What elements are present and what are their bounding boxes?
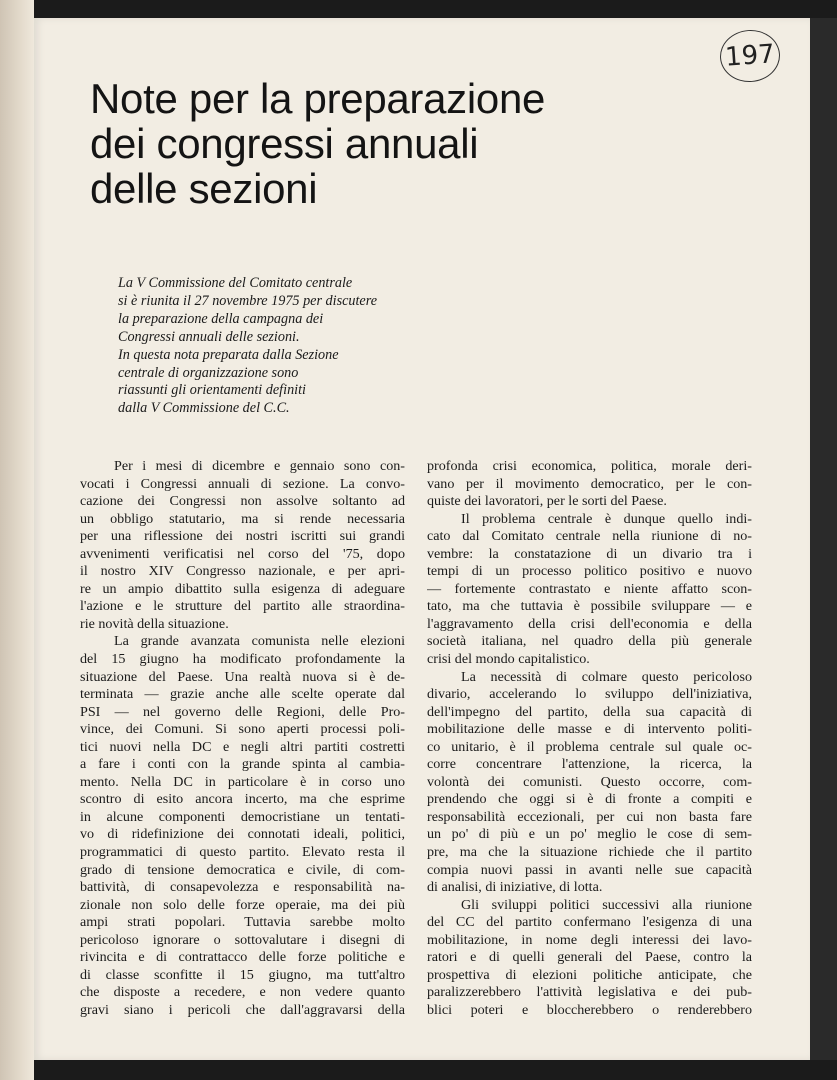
intro-line: si è riunita il 27 novembre 1975 per discutere — [118, 292, 378, 309]
text-line: terminata — grazie anche alle scelte operate dal — [80, 686, 405, 703]
text-line: rivincita e di contrattacco delle forze politiche e — [80, 949, 405, 966]
text-line: rie novità della situazione. — [80, 615, 229, 632]
text-line: prendendo che oggi si è di fronte a compiti e — [427, 791, 752, 808]
title-line: dei congressi annuali — [90, 120, 479, 167]
intro-line: centrale di organizzazione sono — [118, 364, 299, 381]
text-line: ampi strati popolari. Tuttavia sarebbe molto — [80, 914, 405, 931]
text-line: La grande avanzata comunista nelle elezioni — [114, 633, 405, 650]
page-number: 197 — [718, 28, 781, 84]
text-line: La necessità di colmare questo pericoloso — [461, 668, 752, 685]
text-line: crisi del mondo capitalistico. — [427, 651, 590, 668]
intro-line: Congressi annuali delle sezioni. — [118, 328, 300, 345]
text-line: profonda crisi economica, politica, morale deri- — [427, 458, 752, 474]
text-line: in alcune componenti democristiane un tentati- — [80, 808, 405, 825]
text-line: re un ampio dibattito sulla esigenza di adeguare — [80, 580, 405, 597]
text-line: co unitario, è il problema centrale sul quale oc- — [427, 738, 752, 755]
text-line: società italiana, nel quadro della più generale — [427, 633, 752, 650]
text-line: del CC del partito confermano l'esigenza di una — [427, 914, 752, 931]
text-line: pericoloso ignorare o sottovalutare i disegni di — [80, 931, 405, 948]
text-line: di classe sconfitte il 15 giugno, ma tutt'altro — [80, 966, 405, 983]
body-column-left — [80, 458, 405, 1020]
text-line: Gli sviluppi politici successivi alla riunione — [461, 896, 752, 913]
text-line: Il problema centrale è dunque quello indi- — [461, 510, 752, 527]
text-line: tato, ma che tuttavia è possibile sviluppare — e — [427, 598, 752, 615]
intro-line: riassunti gli orientamenti definiti — [118, 382, 306, 399]
text-line: vo di ridefinizione dei connotati ideali, politici, — [80, 826, 405, 843]
text-line: scontro di esito ancora incerto, ma che esprime — [80, 791, 405, 808]
intro-paragraph — [118, 275, 438, 418]
title-line: Note per la preparazione — [90, 75, 546, 122]
text-line: responsabilità eccezionali, per cui non basta fare — [427, 808, 752, 825]
text-line: vano per il movimento democratico, per le con- — [427, 475, 752, 492]
text-line: cato dal Comitato centrale nella riunione di no- — [427, 528, 752, 545]
article-title — [90, 76, 650, 211]
text-line: — fortemente contrastato e niente affatto scon- — [427, 580, 752, 597]
text-line: PSI — nel governo delle Regioni, delle Pro- — [80, 703, 405, 720]
text-line: vembre: la constatazione di un divario tra i — [427, 545, 752, 562]
page-spine-edge — [0, 0, 34, 1080]
intro-line: La V Commissione del Comitato centrale — [118, 275, 353, 291]
text-line: prospettiva di elezioni politiche anticipate, che — [427, 966, 752, 983]
text-line: situazione del Paese. Una realtà nuova si è de- — [80, 668, 405, 685]
scanner-border — [810, 18, 837, 1060]
text-line: zionale non solo delle forze operaie, ma dei più — [80, 896, 405, 913]
text-line: vocati i Congressi annuali di sezione. La convo- — [80, 475, 405, 492]
text-line: dell'impegno del partito, della sua capacità di — [427, 703, 752, 720]
text-line: grado di tensione democratica e civile, di com- — [80, 861, 405, 878]
text-line: del 15 giugno ha modificato profondamente la — [80, 651, 405, 668]
text-line: il nostro XIV Congresso nazionale, e per apri- — [80, 563, 405, 580]
text-line: tici nuovi nella DC e negli altri partiti costretti — [80, 738, 405, 755]
body-column-right — [427, 458, 752, 1020]
text-line: che disposte a recedere, e non vedere quanto — [80, 984, 405, 1001]
text-line: mento. Nella DC in particolare è in corso uno — [80, 773, 405, 790]
text-line: vince, dei Comuni. Si sono aperti processi poli- — [80, 721, 405, 738]
text-line: tempi di un processo politico positivo e nuovo — [427, 563, 752, 580]
text-line: di analisi, di iniziative, di lotta. — [427, 879, 603, 896]
text-line: Per i mesi di dicembre e gennaio sono con- — [114, 458, 405, 474]
text-line: programmatici di questo partito. Elevato resta il — [80, 844, 405, 861]
text-line: un obbligo statutario, ma si rende necessaria — [80, 510, 405, 527]
text-line: compia nuovi passi in avanti nelle sue capacità — [427, 861, 752, 878]
text-line: mobilitazione delle masse e di intervento politi- — [427, 721, 752, 738]
text-line: l'azione e le strutture del partito alle straordina- — [80, 598, 405, 615]
intro-line: dalla V Commissione del C.C. — [118, 400, 290, 417]
text-line: blici poteri e bloccherebbero o renderebbero — [427, 1001, 752, 1018]
text-line: corre concentrare l'attenzione, la ricerca, la — [427, 756, 752, 773]
text-line: a fare i conti con la grande spinta al cambia- — [80, 756, 405, 773]
text-line: l'aggravamento della crisi dell'economia e della — [427, 615, 752, 632]
title-line: delle sezioni — [90, 165, 318, 212]
text-line: quiste dei lavoratori, per le sorti del Paese. — [427, 493, 667, 510]
text-line: un po' di più e un po' meglio le cose di sem- — [427, 826, 752, 843]
text-line: volontà dei comunisti. Questo occorre, com- — [427, 773, 752, 790]
text-line: battività, di consapevolezza e responsabilità na- — [80, 879, 405, 896]
text-line: avvenimenti verificatisi nel corso del '75, dopo — [80, 545, 405, 562]
text-line: cazione dei Congressi non assolve soltanto ad — [80, 493, 405, 510]
text-line: paralizzerebbero l'attività legislativa e dei pub- — [427, 984, 752, 1001]
text-line: mobilitazione, in nome degli interessi dei lavo- — [427, 931, 752, 948]
intro-line: la preparazione della campagna dei — [118, 310, 324, 327]
text-line: pre, ma che la situazione richiede che il partito — [427, 844, 752, 861]
intro-line: In questa nota preparata dalla Sezione — [118, 346, 339, 363]
text-line: gravi siano i pericoli che dall'aggravarsi della — [80, 1001, 405, 1018]
text-line: ratori e di quelli generali del Paese, contro la — [427, 949, 752, 966]
text-line: per una riflessione dei nostri iscritti sui grandi — [80, 528, 405, 545]
text-line: divario, accelerando lo sviluppo dell'iniziativa, — [427, 686, 752, 703]
